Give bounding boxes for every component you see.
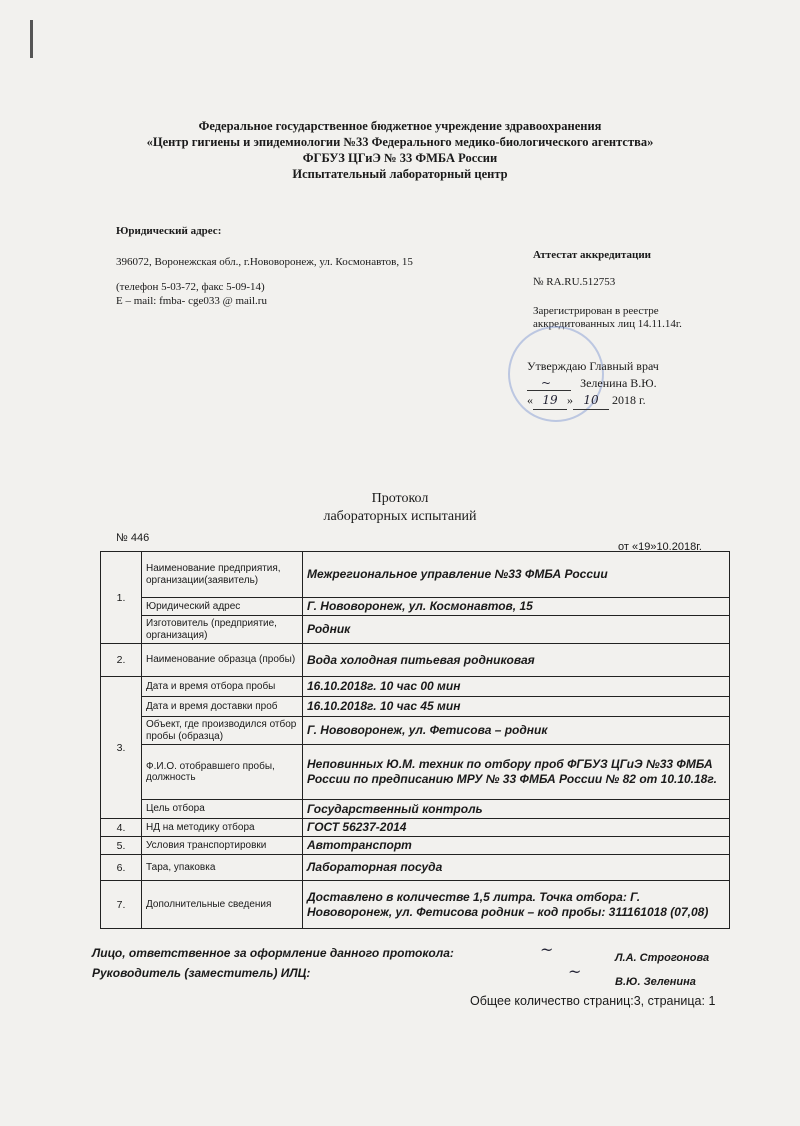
row-value: Г. Нововоронеж, ул. Космонавтов, 15 [303,598,730,616]
protocol-number: № 446 [116,532,150,544]
row-number: 3. [101,677,142,819]
approval-name: Зеленина В.Ю. [580,376,657,390]
row-label: Тара, упаковка [142,855,303,881]
title-line-1: Протокол [371,491,429,506]
responsible-signature: ~ [540,940,554,959]
scan-mark [30,20,33,58]
row-number: 2. [101,644,142,677]
row-label: Объект, где производился отбор пробы (образца) [142,717,303,745]
header-line-3: ФГБУЗ ЦГиЭ № 33 ФМБА России [302,151,498,165]
row-number: 6. [101,855,142,881]
signature-mark: ~ [527,376,571,391]
address-street: 396072, Воронежская обл., г.Нововоронеж, ул. Космонавтов, 15 [116,256,413,268]
row-label: Цель отбора [142,800,303,819]
header-line-2: «Центр гигиены и эпидемиологии №33 Федерального медико-биологического агентства» [146,135,654,149]
row-label: Юридический адрес [142,598,303,616]
row-label: Условия транспортировки [142,837,303,855]
protocol-title [0,490,800,526]
org-header [0,118,800,182]
row-label: НД на методику отбора [142,819,303,837]
head-signature: ~ [568,962,582,981]
approval-date: « 19 » 10 2018 г. [527,392,659,410]
header-line-1: Федеральное государственное бюджетное учреждение здравоохранения [198,119,602,133]
row-label: Ф.И.О. отобравшего пробы, должность [142,745,303,800]
row-value: Родник [303,616,730,644]
head-name: В.Ю. Зеленина [615,976,696,988]
approval-day: 19 [533,392,567,410]
approval-year: 2018 г. [612,393,646,407]
approval-block [527,358,659,410]
responsible-name: Л.А. Строгонова [615,952,710,964]
row-number: 7. [101,881,142,929]
row-value: Г. Нововоронеж, ул. Фетисова – родник [303,717,730,745]
row-number: 1. [101,552,142,644]
registry-line-1: Зарегистрирован в реестре [533,305,659,317]
row-value: Автотранспорт [303,837,730,855]
row-label: Изготовитель (предприятие, организация) [142,616,303,644]
row-label: Наименование предприятия, организации(заявитель) [142,552,303,598]
row-value: Вода холодная питьевая родниковая [303,644,730,677]
row-value: Лабораторная посуда [303,855,730,881]
approval-signature-line [527,375,659,392]
row-number: 4. [101,819,142,837]
title-line-2: лабораторных испытаний [323,509,477,524]
head-label: Руководитель (заместитель) ИЛЦ: [92,966,311,980]
header-line-4: Испытательный лабораторный центр [292,167,508,181]
address-label: Юридический адрес: [116,225,222,237]
row-number: 5. [101,837,142,855]
row-value: ГОСТ 56237-2014 [303,819,730,837]
row-value: 16.10.2018г. 10 час 00 мин [303,677,730,697]
row-value: Доставлено в количестве 1,5 литра. Точка отбора: Г. Нововоронеж, ул. Фетисова родник – код пробы: 311161018 (07,08) [303,881,730,929]
accreditation-title: Аттестат аккредитации [533,249,651,261]
row-label: Дата и время доставки проб [142,697,303,717]
accreditation-number: № RA.RU.512753 [533,276,616,288]
row-label: Дополнительные сведения [142,881,303,929]
row-label: Дата и время отбора пробы [142,677,303,697]
address-email: E – mail: fmba- cge033 @ mail.ru [116,295,267,307]
registry-line-2: аккредитованных лиц 14.11.14г. [533,318,682,330]
page-footer: Общее количество страниц:3, страница: 1 [470,994,716,1008]
address-phone: (телефон 5-03-72, факс 5-09-14) [116,281,265,293]
row-value: Государственный контроль [303,800,730,819]
row-value: Неповинных Ю.М. техник по отбору проб ФГБУЗ ЦГиЭ №33 ФМБА России по предписанию МРУ № 33 ФМБА России № 82 от 10.10.18г. [303,745,730,800]
protocol-table [100,551,730,929]
approval-title: Утверждаю Главный врач [527,359,659,373]
row-value: 16.10.2018г. 10 час 45 мин [303,697,730,717]
approval-month: 10 [573,392,609,410]
row-label: Наименование образца (пробы) [142,644,303,677]
responsible-label: Лицо, ответственное за оформление данного протокола: [92,946,454,960]
row-value: Межрегиональное управление №33 ФМБА России [303,552,730,598]
protocol-date: от «19»10.2018г. [618,541,702,553]
